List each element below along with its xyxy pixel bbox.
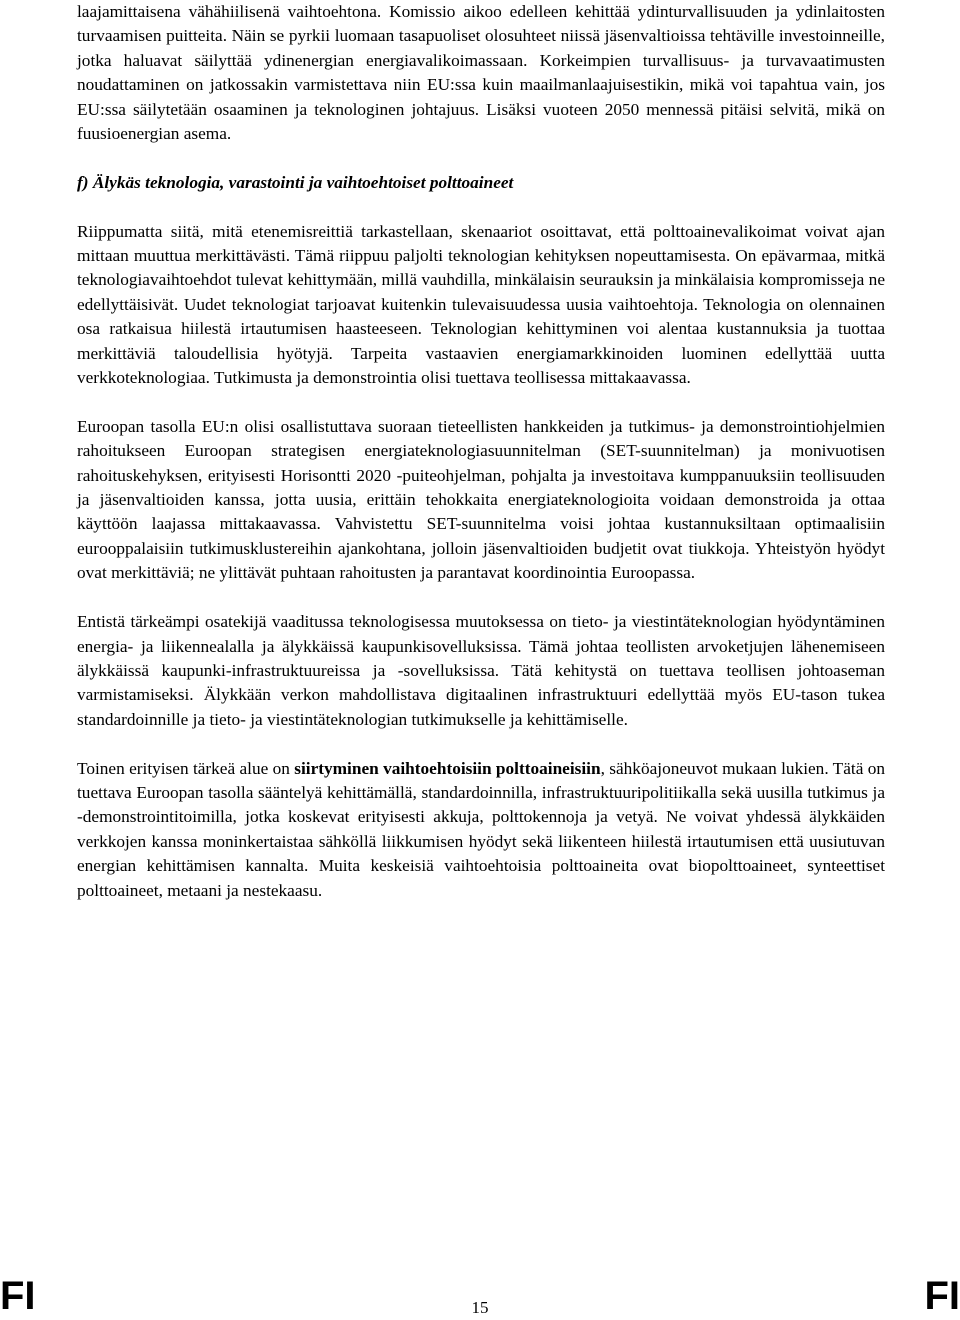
page-number: 15 bbox=[471, 1298, 489, 1317]
paragraph-technology: Riippumatta siitä, mitä etenemisreittiä tarkastellaan, skenaariot osoittavat, että polttoainevalikoimat voivat ajan mittaan muuttua merkittävästi. Tämä riippuu paljolti teknologian kehityksen nopeuttamisesta. On epävarmaa, mitkä teknologiavaihtoehdot tulevat kehittymään, millä vauhdilla, minkälaisin seurauksin ja minkälaisia kompromisseja ne edellyttäisivät. Uudet teknologiat tarjoavat kuitenkin tulevaisuudessa uusia vaihtoehtoja. Teknologia on olennainen osa ratkaisua hiilestä irtautumisen haasteeseen. Teknologian kehittyminen voi alentaa kustannuksia ja tuottaa merkittäviä taloudellisia hyötyjä. Tarpeita vastaavien energiamarkkinoiden luominen edellyttää uutta verkkoteknologiaa. Tutkimusta ja demonstrointia olisi tuettava teollisessa mittakaavassa. bbox=[77, 221, 885, 388]
paragraph-alternative-fuels-rest: , sähköajoneuvot mukaan lukien. Tätä on tuettava Euroopan tasolla sääntelyä kehittämällä, standardoinnilla, infrastruktuuripolitiikalla sekä uusilla tutkimus ja -demonstrointitoimilla, jotka koskevat erityisesti akkuja, polttokennoja ja vetyä. Ne voivat yhdessä älykkäiden verkkojen kanssa moninkertaistaa sähköllä liikkumisen hyödyt sekä liikenteen hiilestä irtautumisen että uusiutuvan energian kehittämisen kannalta. Muita keskeisiä vaihtoehtoisia polttoaineita ovat biopolttoaineet, synteettiset polttoaineet, metaani ja nestekaasu. bbox=[77, 758, 886, 900]
language-code-left: FI bbox=[0, 1274, 36, 1318]
language-code-right: FI bbox=[924, 1274, 960, 1318]
section-heading: f) Älykäs teknologia, varastointi ja vaihtoehtoiset polttoaineet bbox=[77, 172, 514, 192]
alternative-fuels-emphasis: siirtyminen vaihtoehtoisiin polttoaineisiin bbox=[294, 758, 601, 778]
paragraph-eu-funding: Euroopan tasolla EU:n olisi osallistuttava suoraan tieteellisten hankkeiden ja tutkimus- ja demonstrointiohjelmien rahoitukseen Euroopan strategisen energiateknologiasuunnitelman (SET-suunnitelman) ja monivuotisen rahoituskehyksen, erityisesti Horisontti 2020 -puiteohjelman, pohjalta ja investoitava kumppanuuksiin teollisuuden ja jäsenvaltioiden kanssa, jotta uusia, erittäin tehokkaita energiateknologioita voidaan demonstroida ja ottaa käyttöön laajassa mittakaavassa. Vahvistettu SET-suunnitelma voisi johtaa kustannuksiltaan optimaalisiin eurooppalaisiin tutkimusklustereihin ajankohtana, jolloin jäsenvaltioiden budjetit ovat tiukkoja. Yhteistyön hyödyt ovat merkittäviä; ne ylittävät puhtaan rahoitusten ja parantavat koordinointia Euroopassa. bbox=[77, 416, 885, 583]
paragraph-nuclear-energy: laajamittaisena vähähiilisenä vaihtoehtona. Komissio aikoo edelleen kehittää ydinturvallisuuden ja ydinlaitosten turvaamisen puitteita. Näin se pyrkii luomaan tasapuoliset olosuhteet niissä jäsenvaltioissa tehtäville investoinneille, jotka haluavat säilyttää ydinenergian energiavalikoimassaan. Korkeimpien turvallisuus- ja turvavaatimusten noudattaminen on jatkossakin varmistettava niin EU:ssa kuin maailmanlaajuisestikin, mikä voi tapahtua vain, jos EU:ssa säilytetään osaaminen ja teknologinen johtajuus. Lisäksi vuoteen 2050 mennessä pitäisi selvitä, mikä on fuusioenergian asema. bbox=[77, 2, 885, 144]
paragraph-ict: Entistä tärkeämpi osatekijä vaaditussa teknologisessa muutoksessa on tieto- ja viestintäteknologian hyödyntäminen energia- ja liikennealalla ja älykkäissä kaupunkisovelluksissa. Tämä johtaa teollisten arvoketjujen lähenemiseen älykkäissä kaupunki-infrastruktuureissa ja -sovelluksissa. Tätä kehitystä on tuettava teollisen johtoaseman varmistamiseksi. Älykkään verkon mahdollistava digitaalinen infrastruktuuri edellyttää myös EU-tason tukea standardoinnille ja tieto- ja viestintäteknologian tutkimukselle ja kehittämiselle. bbox=[77, 612, 885, 729]
paragraph-alternative-fuels-start: Toinen erityisen tärkeä alue on bbox=[77, 758, 295, 778]
paragraph-alternative-fuels bbox=[77, 757, 885, 903]
document-body bbox=[77, 0, 885, 903]
